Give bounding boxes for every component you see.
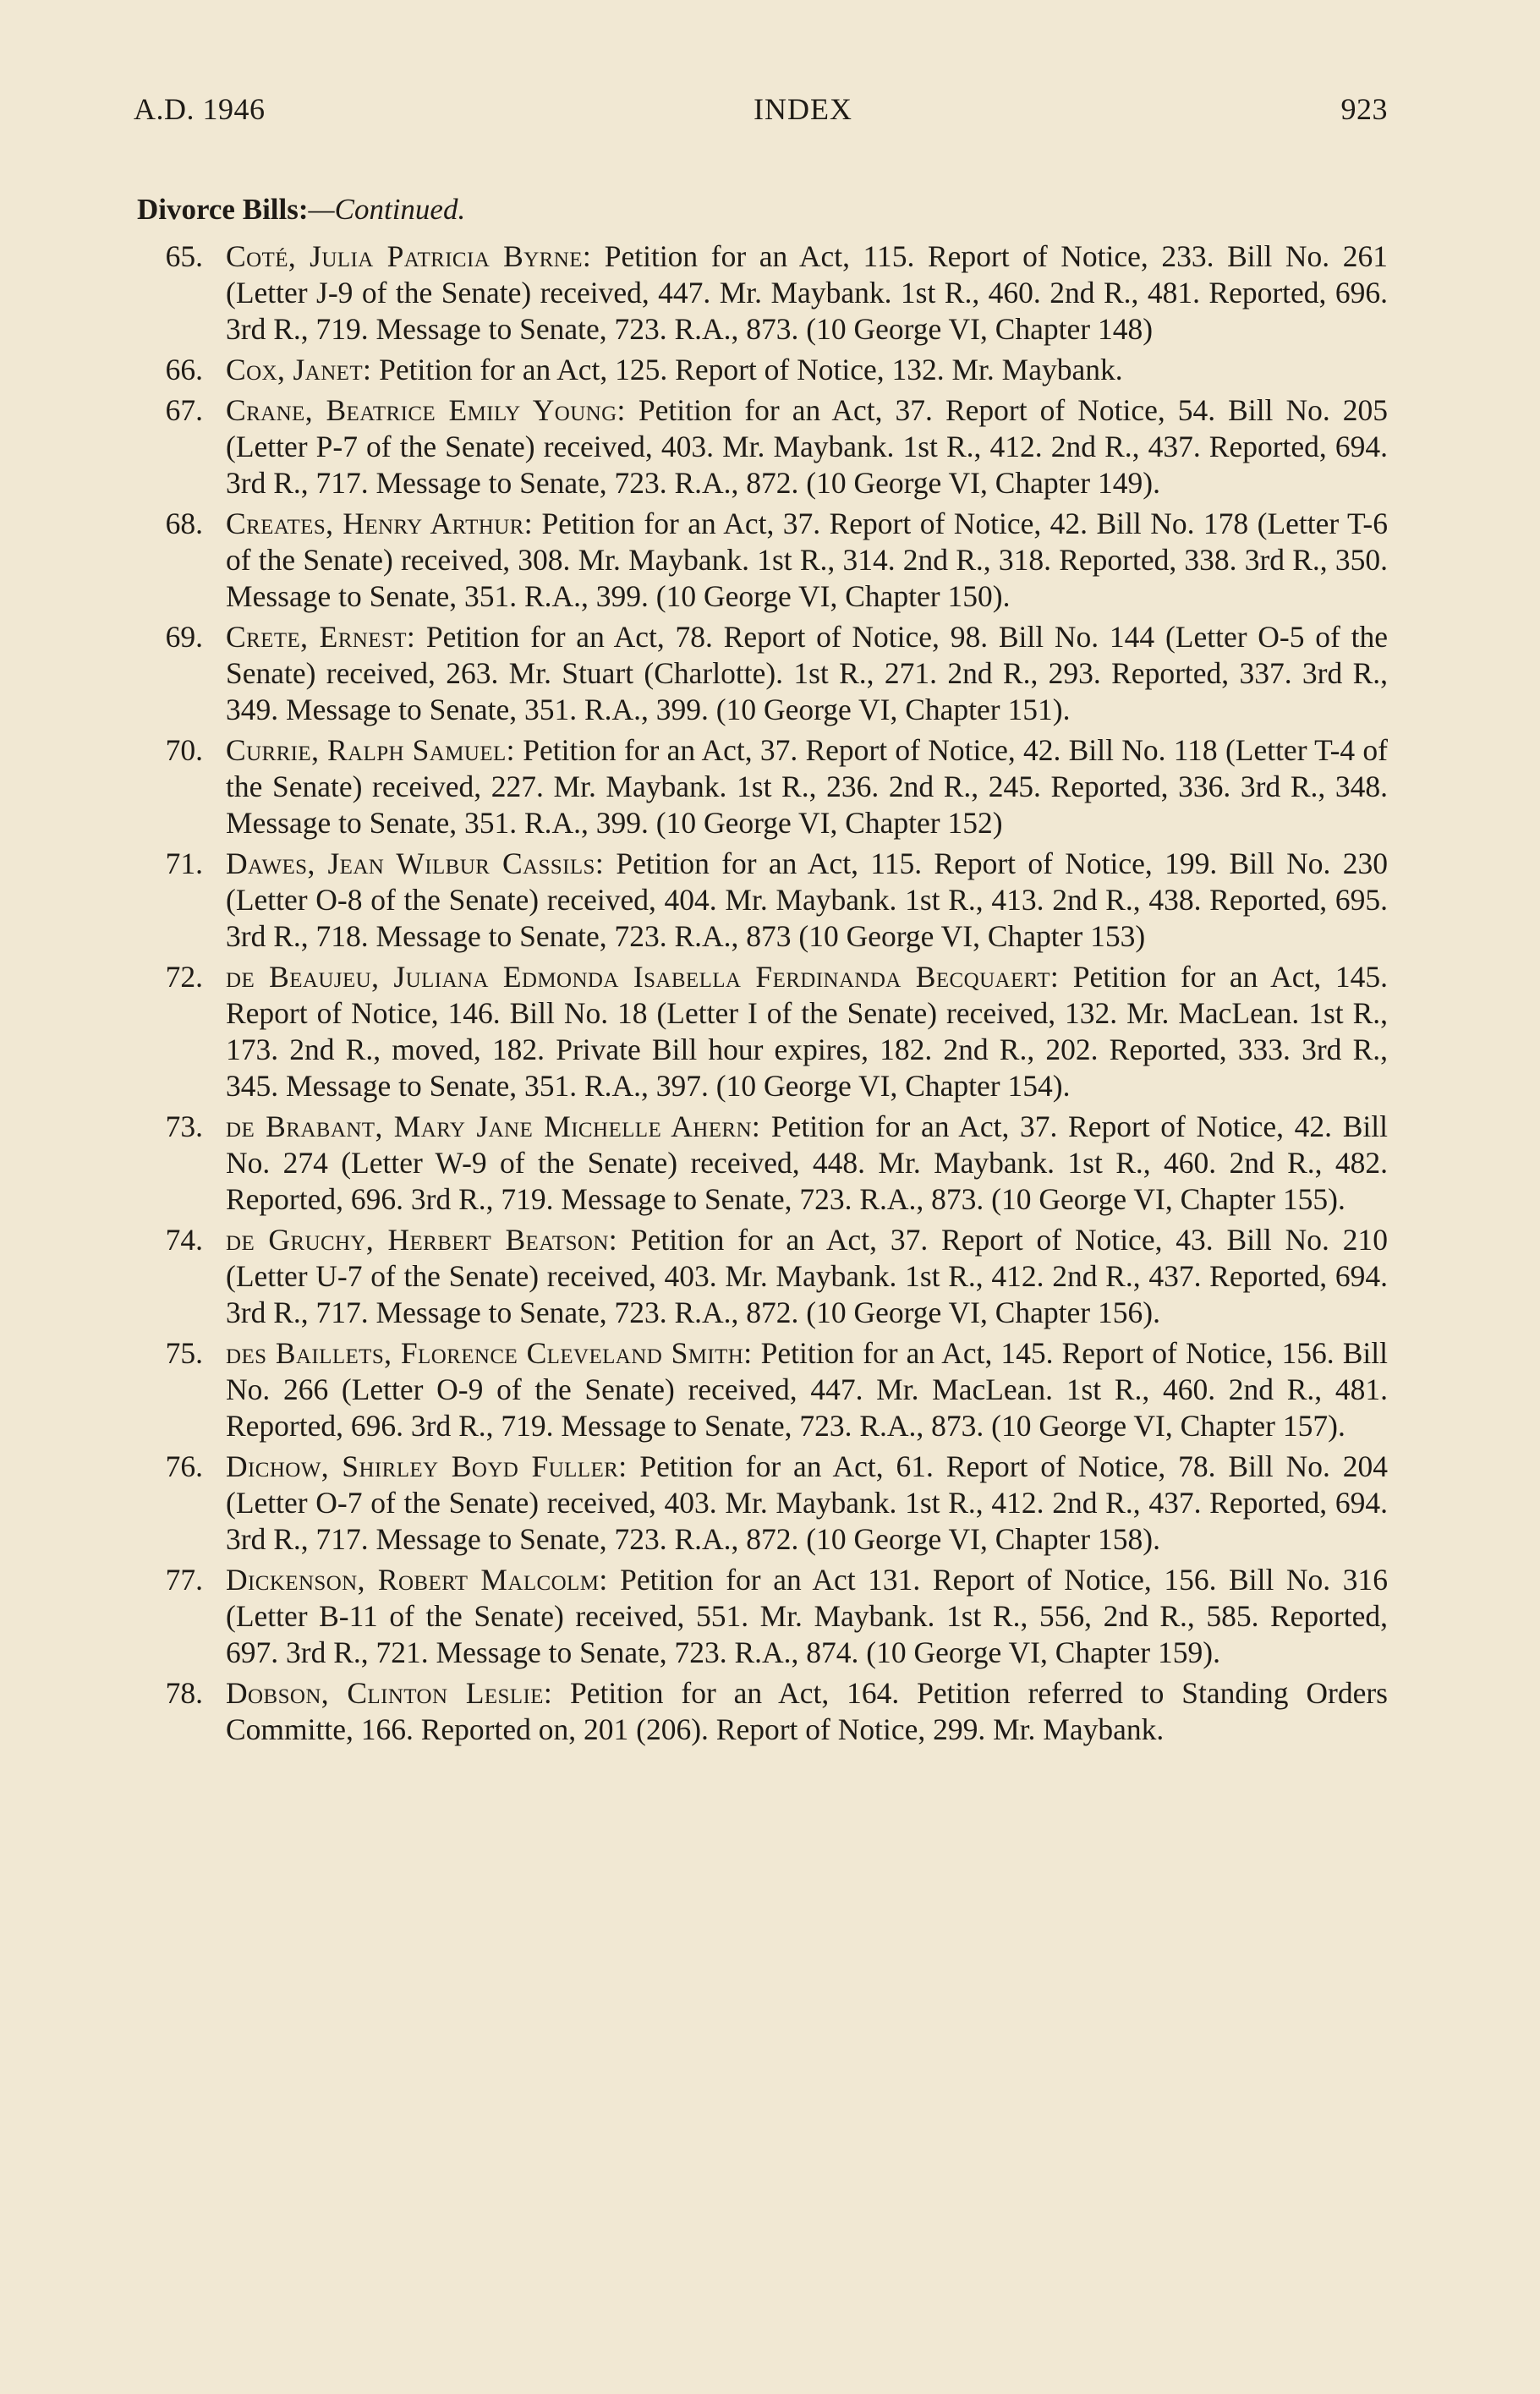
entry-name: Creates, Henry Arthur: (226, 507, 534, 540)
entry-list (134, 238, 1388, 1748)
entry-number: 73. (165, 1109, 203, 1143)
entry-number: 71. (165, 846, 203, 880)
entry-number: 66. (165, 353, 203, 386)
entry-text: Petition for an Act, 145. Report of Notice, 156. Bill No. 266 (Letter O-9 of the Senate) received, 447. Mr. MacLean. 1st R., 460. 2nd R., 481. Reported, 696. 3rd R., 719. Message to Senate, 723. R.A., 873. (10 George VI, Chapter 157). (226, 1336, 1388, 1443)
entry-body (226, 1675, 1388, 1748)
entry-name: Dobson, Clinton Leslie: (226, 1676, 553, 1710)
index-entry (134, 392, 1388, 501)
entry-body (226, 732, 1388, 841)
entry-text: Petition for an Act, 125. Report of Notice, 132. Mr. Maybank. (371, 353, 1123, 386)
entry-number: 70. (165, 733, 203, 767)
index-entry (134, 1449, 1388, 1558)
entry-number: 69. (165, 620, 203, 654)
entry-body (226, 352, 1388, 388)
entry-body (226, 959, 1388, 1104)
section-heading (137, 193, 1388, 227)
index-entry (134, 506, 1388, 615)
entry-body (226, 1109, 1388, 1218)
index-entry (134, 352, 1388, 388)
entry-text: Petition for an Act, 145. Report of Notice, 146. Bill No. 18 (Letter I of the Senate) received, 132. Mr. MacLean. 1st R., 173. 2nd R., moved, 182. Private Bill hour expires, 182. 2nd R., 202. Reported, 333. 3rd R., 345. Message to Senate, 351. R.A., 397. (10 George VI, Chapter 154). (226, 960, 1388, 1103)
entry-name: Coté, Julia Patricia Byrne: (226, 239, 592, 273)
entry-number: 65. (165, 239, 203, 273)
entry-text: Petition for an Act, 61. Report of Notice, 78. Bill No. 204 (Letter O-7 of the Senate) received, 403. Mr. Maybank. 1st R., 412. 2nd R., 437. Reported, 694. 3rd R., 717. Message to Senate, 723. R.A., 872. (10 George VI, Chapter 158). (226, 1449, 1388, 1556)
entry-body (226, 1335, 1388, 1444)
entry-name: Dickenson, Robert Malcolm: (226, 1563, 608, 1597)
entry-body (226, 392, 1388, 501)
entry-body (226, 1562, 1388, 1671)
entry-name: Dawes, Jean Wilbur Cassils: (226, 846, 605, 880)
entry-body (226, 1222, 1388, 1331)
index-entry (134, 1675, 1388, 1748)
entry-name: de Gruchy, Herbert Beatson: (226, 1223, 618, 1257)
entry-text: Petition for an Act, 78. Report of Notice, 98. Bill No. 144 (Letter O-5 of the Senate) received, 263. Mr. Stuart (Charlotte). 1st R., 271. 2nd R., 293. Reported, 337. 3rd R., 349. Message to Senate, 351. R.A., 399. (10 George VI, Chapter 151). (226, 620, 1388, 726)
section-continued: —Continued. (308, 193, 466, 226)
entry-body (226, 506, 1388, 615)
entry-text: Petition for an Act, 37. Report of Notice, 42. Bill No. 274 (Letter W-9 of the Senate) received, 448. Mr. Maybank. 1st R., 460. 2nd R., 482. Reported, 696. 3rd R., 719. Message to Senate, 723. R.A., 873. (10 George VI, Chapter 155). (226, 1109, 1388, 1216)
entry-body (226, 846, 1388, 955)
entry-body (226, 238, 1388, 348)
running-header (134, 91, 1388, 127)
index-entry (134, 846, 1388, 955)
index-entry (134, 1109, 1388, 1218)
entry-body (226, 619, 1388, 728)
index-entry (134, 238, 1388, 348)
entry-name: Currie, Ralph Samuel: (226, 733, 515, 767)
index-entry (134, 1335, 1388, 1444)
entry-text: Petition for an Act 131. Report of Notice, 156. Bill No. 316 (Letter B-11 of the Senate) received, 551. Mr. Maybank. 1st R., 556, 2nd R., 585. Reported, 697. 3rd R., 721. Message to Senate, 723. R.A., 874. (10 George VI, Chapter 159). (226, 1563, 1388, 1669)
entry-number: 78. (165, 1676, 203, 1710)
entry-name: Crane, Beatrice Emily Young: (226, 393, 626, 427)
entry-text: Petition for an Act, 164. Petition referred to Standing Orders Committe, 166. Reported on, 201 (206). Report of Notice, 299. Mr. Maybank. (226, 1676, 1388, 1746)
entry-text: Petition for an Act, 37. Report of Notice, 43. Bill No. 210 (Letter U-7 of the Senate) received, 403. Mr. Maybank. 1st R., 412. 2nd R., 437. Reported, 694. 3rd R., 717. Message to Senate, 723. R.A., 872. (10 George VI, Chapter 156). (226, 1223, 1388, 1329)
entry-text: Petition for an Act, 115. Report of Notice, 199. Bill No. 230 (Letter O-8 of the Senate) received, 404. Mr. Maybank. 1st R., 413. 2nd R., 438. Reported, 695. 3rd R., 718. Message to Senate, 723. R.A., 873 (10 George VI, Chapter 153) (226, 846, 1388, 953)
entry-name: Cox, Janet: (226, 353, 372, 386)
entry-number: 72. (165, 960, 203, 994)
index-entry (134, 959, 1388, 1104)
entry-number: 74. (165, 1223, 203, 1257)
entry-body (226, 1449, 1388, 1558)
entry-number: 76. (165, 1449, 203, 1483)
index-entry (134, 732, 1388, 841)
header-title: INDEX (754, 92, 852, 126)
page-number: 923 (1340, 92, 1388, 126)
entry-text: Petition for an Act, 37. Report of Notice, 42. Bill No. 118 (Letter T-4 of the Senate) received, 227. Mr. Maybank. 1st R., 236. 2nd R., 245. Reported, 336. 3rd R., 348. Message to Senate, 351. R.A., 399. (10 George VI, Chapter 152) (226, 733, 1388, 840)
section-title: Divorce Bills: (137, 193, 309, 226)
index-entry (134, 1562, 1388, 1671)
entry-number: 77. (165, 1563, 203, 1597)
index-entry (134, 1222, 1388, 1331)
header-year: A.D. 1946 (134, 92, 266, 126)
entry-name: de Brabant, Mary Jane Michelle Ahern: (226, 1109, 761, 1143)
entry-text: Petition for an Act, 37. Report of Notice, 54. Bill No. 205 (Letter P-7 of the Senate) received, 403. Mr. Maybank. 1st R., 412. 2nd R., 437. Reported, 694. 3rd R., 717. Message to Senate, 723. R.A., 872. (10 George VI, Chapter 149). (226, 393, 1389, 500)
entry-number: 67. (165, 393, 203, 427)
entry-text: Petition for an Act, 37. Report of Notice, 42. Bill No. 178 (Letter T-6 of the Senate) received, 308. Mr. Maybank. 1st R., 314. 2nd R., 318. Reported, 338. 3rd R., 350. Message to Senate, 351. R.A., 399. (10 George VI, Chapter 150). (226, 507, 1389, 613)
entry-name: des Baillets, Florence Cleveland Smith: (226, 1336, 753, 1370)
entry-name: de Beaujeu, Juliana Edmonda Isabella Ferdinanda Becquaert: (226, 960, 1060, 994)
entry-name: Dichow, Shirley Boyd Fuller: (226, 1449, 628, 1483)
entry-number: 68. (165, 507, 203, 540)
entry-name: Crete, Ernest: (226, 620, 416, 654)
entry-number: 75. (165, 1336, 203, 1370)
entry-text: Petition for an Act, 115. Report of Notice, 233. Bill No. 261 (Letter J-9 of the Senate) received, 447. Mr. Maybank. 1st R., 460. 2nd R., 481. Reported, 696. 3rd R., 719. Message to Senate, 723. R.A., 873. (10 George VI, Chapter 148) (226, 239, 1388, 346)
index-entry (134, 619, 1388, 728)
